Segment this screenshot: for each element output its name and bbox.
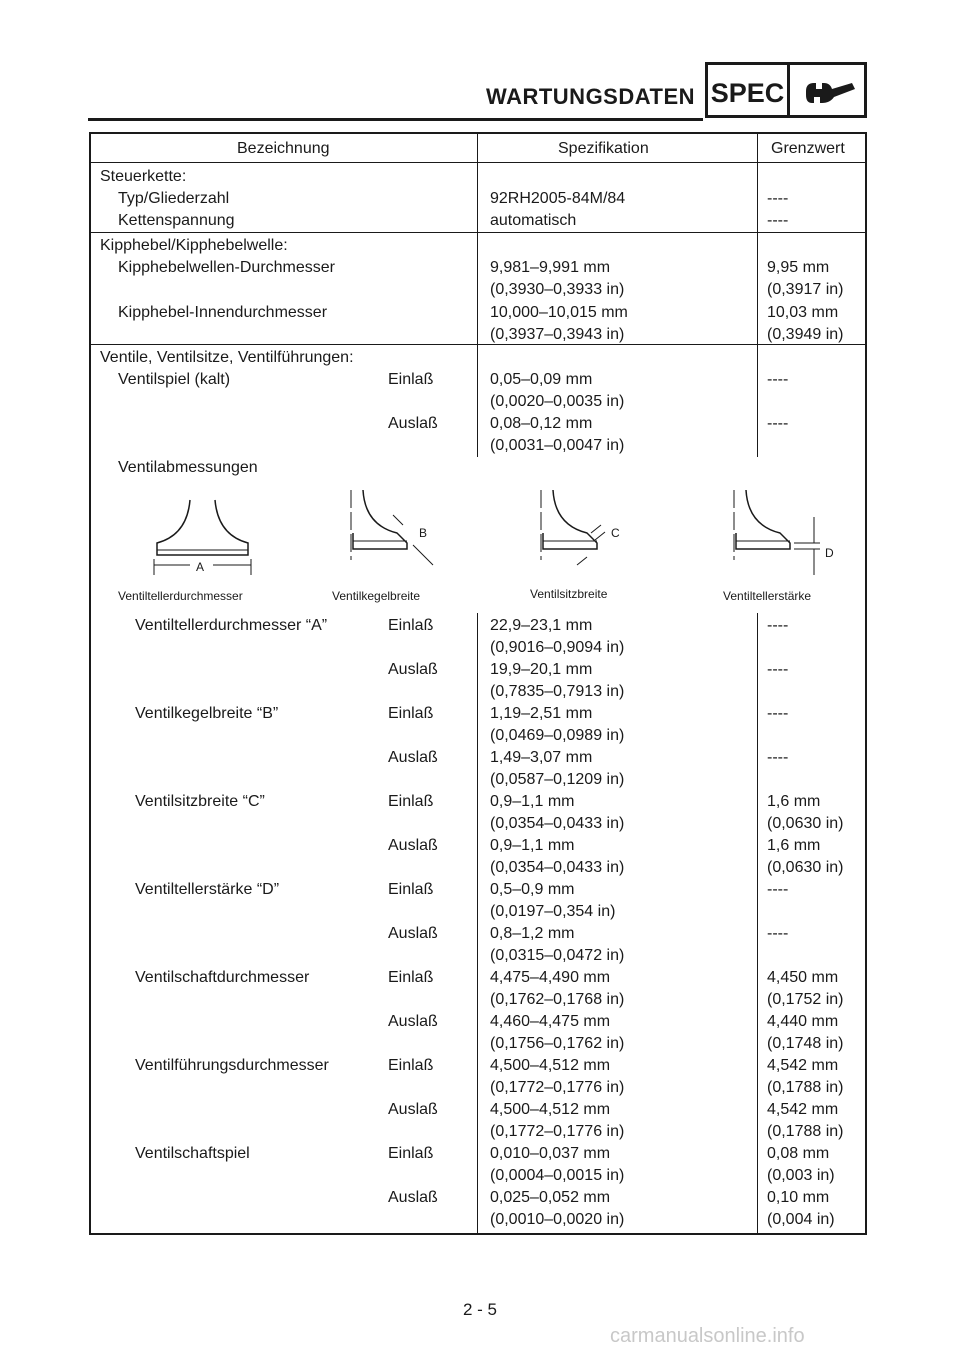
row-side: Einlaß [388, 705, 434, 722]
row-name: Ventilsitzbreite “C” [135, 793, 265, 810]
row-limit-inch: (0,3949 in) [767, 326, 844, 343]
section-ventile: Ventile, Ventilsitze, Ventilführungen: [100, 349, 354, 366]
row-side: Einlaß [388, 1145, 434, 1162]
row-limit: ---- [767, 212, 789, 229]
row-name: Ventilführungsdurchmesser [135, 1057, 329, 1074]
row-limit: 1,6 mm [767, 837, 821, 854]
row-spec: 4,500–4,512 mm [490, 1101, 611, 1118]
row-limit: 4,542 mm [767, 1057, 839, 1074]
row-side: Auslaß [388, 749, 438, 766]
row-side: Einlaß [388, 881, 434, 898]
wrench-icon [802, 77, 858, 109]
label-a: A [196, 560, 205, 574]
section-divider [89, 232, 867, 233]
row-spec-inch: (0,1762–0,1768 in) [490, 991, 625, 1008]
row-spec-inch: (0,9016–0,9094 in) [490, 639, 625, 656]
row-limit-inch: (0,1788 in) [767, 1079, 844, 1096]
row-spec-inch: (0,0031–0,0047 in) [490, 437, 625, 454]
header-grenzwert: Grenzwert [771, 140, 845, 157]
spec-badge: SPEC [705, 62, 790, 118]
row-limit: 1,6 mm [767, 793, 821, 810]
row-limit-inch: (0,0630 in) [767, 815, 844, 832]
row-limit-inch: (0,3917 in) [767, 281, 844, 298]
row-limit: ---- [767, 415, 789, 432]
row-spec-inch: (0,0020–0,0035 in) [490, 393, 625, 410]
column-divider [757, 162, 758, 457]
row-name: Ventilkegelbreite “B” [135, 705, 279, 722]
row-side: Einlaß [388, 969, 434, 986]
row-spec: 0,05–0,09 mm [490, 371, 593, 388]
row-spec: 0,025–0,052 mm [490, 1189, 611, 1206]
row-spec-inch: (0,0004–0,0015 in) [490, 1167, 625, 1184]
column-divider [477, 162, 478, 457]
row-name: Ventiltellerstärke “D” [135, 881, 280, 898]
row-spec: 0,5–0,9 mm [490, 881, 575, 898]
row-spec-inch: (0,3937–0,3943 in) [490, 326, 625, 343]
row-spec-inch: (0,1772–0,1776 in) [490, 1079, 625, 1096]
row-spec: 0,08–0,12 mm [490, 415, 593, 432]
valve-margin-thickness-diagram [728, 485, 843, 580]
row-side: Auslaß [388, 1101, 438, 1118]
row-limit: ---- [767, 371, 789, 388]
page-title: WARTUNGSDATEN [486, 84, 695, 109]
row-spec-inch: (0,0354–0,0433 in) [490, 859, 625, 876]
row-name: Typ/Gliederzahl [118, 190, 230, 207]
spec-icon-box [787, 62, 867, 118]
row-spec: 1,49–3,07 mm [490, 749, 593, 766]
row-spec: 0,8–1,2 mm [490, 925, 575, 942]
row-limit: 10,03 mm [767, 304, 839, 321]
caption-sitzbreite: Ventilsitzbreite [530, 587, 608, 601]
row-name: Ventilspiel (kalt) [118, 371, 231, 388]
header-divider [89, 162, 867, 163]
row-name: Ventilschaftspiel [135, 1145, 250, 1162]
row-side: Einlaß [388, 793, 434, 810]
row-name: Kipphebel-Innendurchmesser [118, 304, 328, 321]
row-name: Ventilschaftdurchmesser [135, 969, 310, 986]
column-divider [477, 132, 478, 162]
row-spec: 0,010–0,037 mm [490, 1145, 611, 1162]
row-spec: 19,9–20,1 mm [490, 661, 593, 678]
row-spec: automatisch [490, 212, 577, 229]
row-spec-inch: (0,0010–0,0020 in) [490, 1211, 625, 1228]
section-steuerkette: Steuerkette: [100, 168, 187, 185]
row-spec-inch: (0,3930–0,3933 in) [490, 281, 625, 298]
row-limit-inch: (0,0630 in) [767, 859, 844, 876]
row-spec-inch: (0,1772–0,1776 in) [490, 1123, 625, 1140]
row-name: Kipphebelwellen-Durchmesser [118, 259, 335, 276]
row-limit: ---- [767, 661, 789, 678]
watermark: carmanualsonline.info [610, 1325, 805, 1347]
row-limit: 4,440 mm [767, 1013, 839, 1030]
page-number: 2 - 5 [462, 1300, 498, 1319]
row-name: Kettenspannung [118, 212, 235, 229]
row-limit: 4,542 mm [767, 1101, 839, 1118]
section-kipphebel: Kipphebel/Kipphebelwelle: [100, 237, 288, 254]
row-side: Auslaß [388, 415, 438, 432]
row-spec: 0,9–1,1 mm [490, 837, 575, 854]
row-spec: 92RH2005-84M/84 [490, 190, 626, 207]
row-limit: 4,450 mm [767, 969, 839, 986]
header-bezeichnung: Bezeichnung [237, 140, 330, 157]
row-limit: ---- [767, 705, 789, 722]
row-limit-inch: (0,1788 in) [767, 1123, 844, 1140]
row-limit: 0,10 mm [767, 1189, 830, 1206]
row-side: Auslaß [388, 661, 438, 678]
caption-kegelbreite: Ventilkegelbreite [332, 589, 421, 603]
row-side: Einlaß [388, 617, 434, 634]
caption-tellerdurchmesser: Ventiltellerdurchmesser [118, 589, 243, 603]
column-divider [477, 613, 478, 1235]
label-b: B [419, 526, 428, 540]
row-side: Auslaß [388, 837, 438, 854]
row-spec: 4,500–4,512 mm [490, 1057, 611, 1074]
label-c: C [611, 526, 620, 540]
row-spec: 22,9–23,1 mm [490, 617, 593, 634]
row-side: Auslaß [388, 1189, 438, 1206]
label-d: D [825, 546, 834, 560]
row-limit-inch: (0,003 in) [767, 1167, 835, 1184]
caption-tellerstaerke: Ventiltellerstärke [723, 589, 812, 603]
row-limit-inch: (0,1748 in) [767, 1035, 844, 1052]
row-spec: 9,981–9,991 mm [490, 259, 611, 276]
row-limit: ---- [767, 190, 789, 207]
row-side: Auslaß [388, 925, 438, 942]
row-spec: 4,475–4,490 mm [490, 969, 611, 986]
header-spezifikation: Spezifikation [558, 140, 649, 157]
valve-face-width-diagram [345, 485, 445, 580]
column-divider [757, 613, 758, 1235]
row-spec: 4,460–4,475 mm [490, 1013, 611, 1030]
row-spec-inch: (0,1756–0,1762 in) [490, 1035, 625, 1052]
row-spec-inch: (0,7835–0,7913 in) [490, 683, 625, 700]
row-spec-inch: (0,0354–0,0433 in) [490, 815, 625, 832]
row-limit: ---- [767, 925, 789, 942]
section-divider [89, 344, 867, 345]
row-limit-inch: (0,004 in) [767, 1211, 835, 1228]
row-limit: ---- [767, 617, 789, 634]
row-spec: 1,19–2,51 mm [490, 705, 593, 722]
row-limit: 9,95 mm [767, 259, 830, 276]
row-spec: 10,000–10,015 mm [490, 304, 628, 321]
row-spec-inch: (0,0587–0,1209 in) [490, 771, 625, 788]
ventilabmessungen-label: Ventilabmessungen [118, 459, 258, 476]
row-spec-inch: (0,0197–0,354 in) [490, 903, 616, 920]
row-limit: ---- [767, 749, 789, 766]
row-side: Einlaß [388, 1057, 434, 1074]
column-divider [757, 132, 758, 162]
row-side: Auslaß [388, 1013, 438, 1030]
row-spec: 0,9–1,1 mm [490, 793, 575, 810]
valve-seat-width-diagram [535, 485, 635, 580]
row-spec-inch: (0,0315–0,0472 in) [490, 947, 625, 964]
row-name: Ventiltellerdurchmesser “A” [135, 617, 328, 634]
title-rule [88, 118, 703, 121]
valve-head-diameter-diagram [145, 495, 260, 585]
row-limit-inch: (0,1752 in) [767, 991, 844, 1008]
row-limit: ---- [767, 881, 789, 898]
row-side: Einlaß [388, 371, 434, 388]
row-spec-inch: (0,0469–0,0989 in) [490, 727, 625, 744]
row-limit: 0,08 mm [767, 1145, 830, 1162]
